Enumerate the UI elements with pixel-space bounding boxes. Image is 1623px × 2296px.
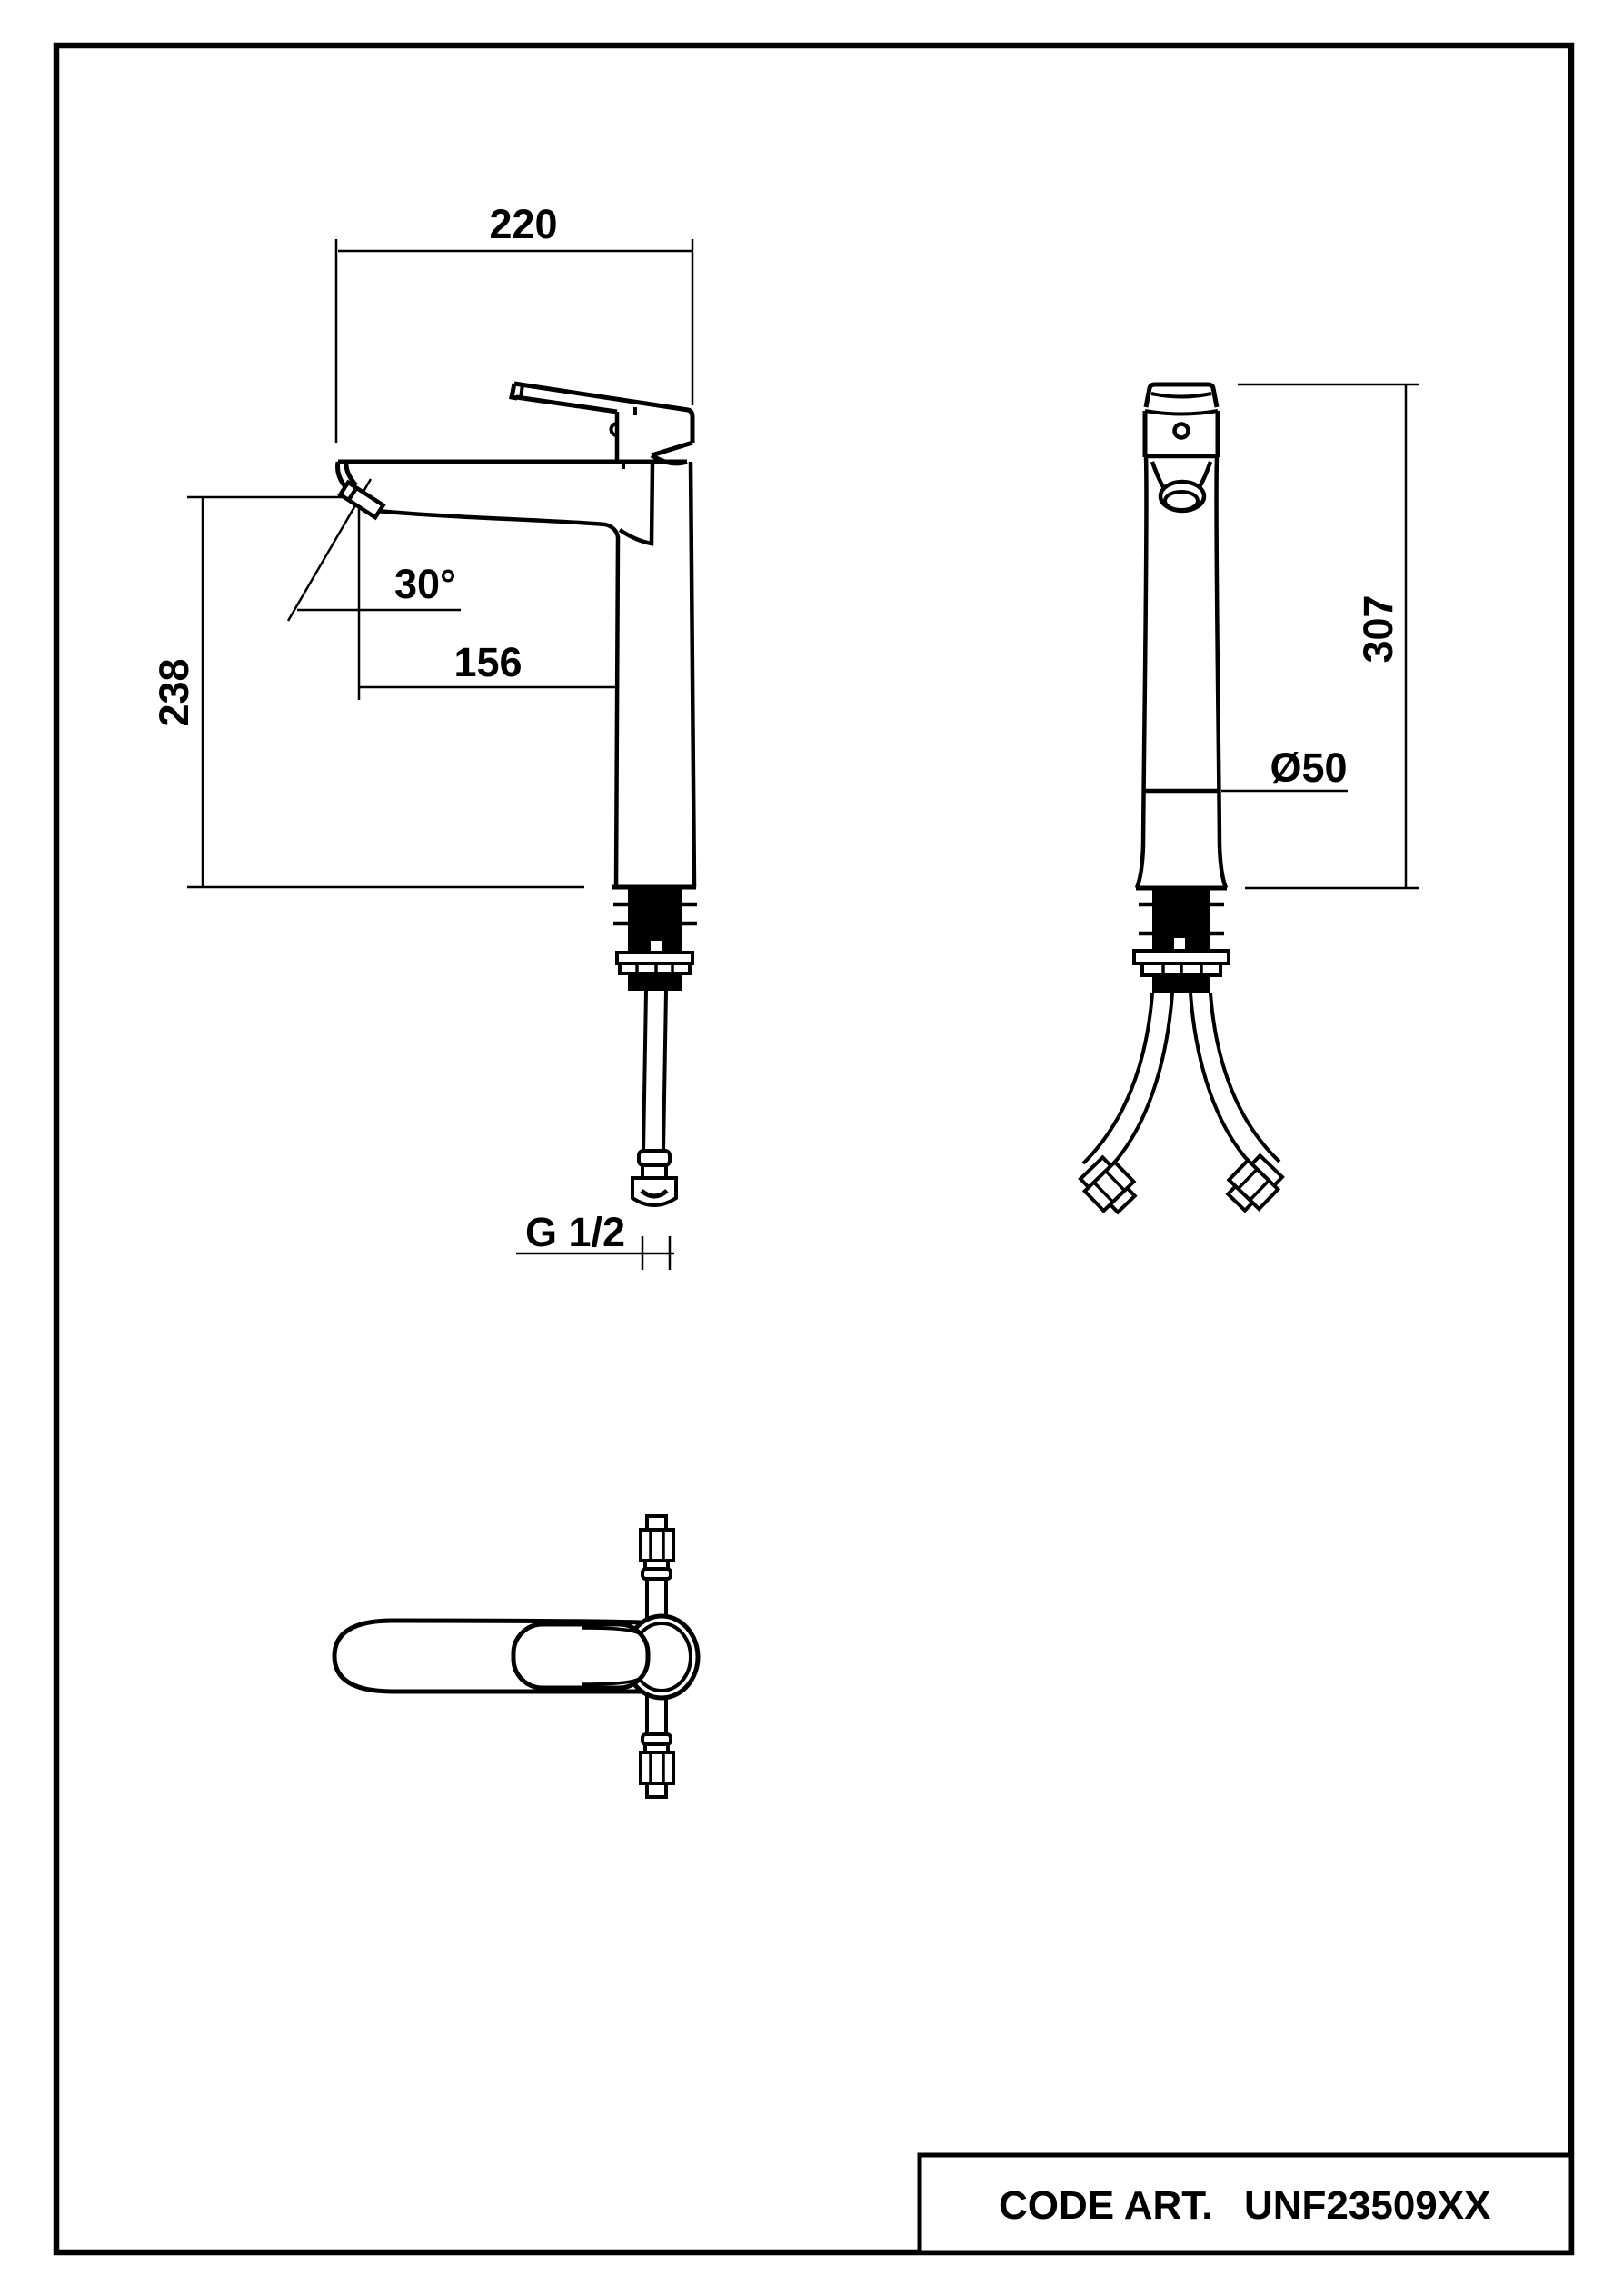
angle-30-label: 30° xyxy=(393,561,457,607)
front-faucet-outline xyxy=(1136,384,1227,888)
top-hose-upper xyxy=(641,1516,673,1620)
front-view xyxy=(1077,384,1419,1219)
title-block-code: UNF23509XX xyxy=(1244,2183,1491,2228)
dim-220 xyxy=(336,239,692,443)
front-aerator xyxy=(1160,482,1204,511)
title-block-label: CODE ART. xyxy=(999,2183,1213,2228)
top-hose-lower xyxy=(641,1694,673,1797)
dim-307-label: 307 xyxy=(1355,594,1401,664)
hose-fitting-right xyxy=(1221,1152,1286,1217)
side-hose xyxy=(632,991,676,1205)
dim-220-label: 220 xyxy=(489,201,558,247)
side-shank xyxy=(613,889,697,991)
side-view xyxy=(151,201,697,1270)
title-block xyxy=(920,2155,1571,2252)
front-shank xyxy=(1134,890,1229,993)
dim-g12-label: G 1/2 xyxy=(524,1209,626,1255)
front-hoses xyxy=(1077,993,1287,1219)
front-screw-dot xyxy=(1175,424,1189,438)
side-aerator xyxy=(340,483,383,517)
dim-238-label: 238 xyxy=(151,658,197,727)
side-faucet-outline xyxy=(338,384,696,887)
top-handle xyxy=(513,1624,648,1688)
dim-238 xyxy=(187,497,584,887)
dim-d50-label: Ø50 xyxy=(1270,744,1348,791)
hose-fitting-left xyxy=(1077,1153,1141,1219)
page-border xyxy=(56,45,1571,2252)
top-view xyxy=(334,1516,698,1797)
dim-156-label: 156 xyxy=(453,639,523,685)
